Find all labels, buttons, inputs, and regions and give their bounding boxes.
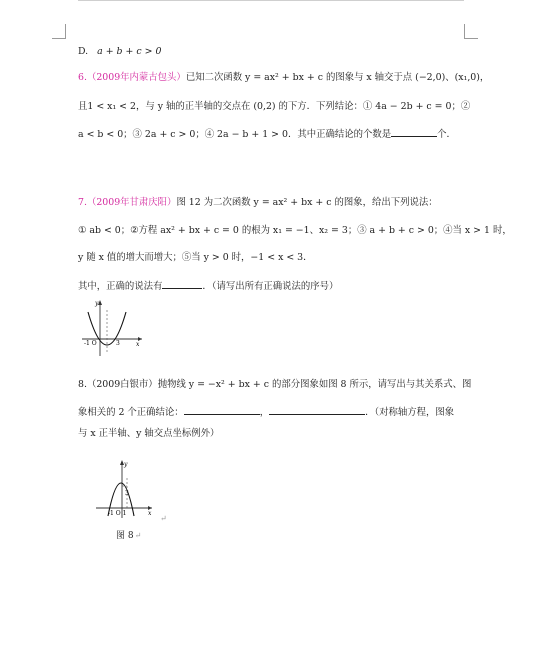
x-axis-label: x: [136, 341, 140, 348]
y-axis-label: y: [95, 300, 99, 307]
problem-7-line-3: [78, 251, 313, 265]
problem-6-source: （2009年内蒙古包头）: [86, 72, 186, 83]
problem-7-line-4: [78, 278, 338, 294]
problem-8-answer-blank-2[interactable]: [269, 404, 365, 415]
problem-8-line-2: [78, 404, 454, 420]
option-d: [78, 45, 161, 59]
origin-label: -1 O: [84, 340, 97, 347]
corner-mark-left-v: [65, 24, 66, 38]
paragraph-mark-icon: ↵: [134, 531, 142, 540]
problem-6-text-2: 且1 < x₁ < 2，与 y 轴的正半轴的交点在 (0,2) 的下方．下列结论：① 4a − 2b + c = 0；②: [78, 101, 471, 112]
problem-7-text-1: 图 12 为二次函数 y = ax² + bx + c 的图象，给出下列说法：: [176, 197, 438, 208]
problem-7-text-4-end: ．（请写出所有正确说法的序号）: [202, 281, 339, 292]
problem-6-number: 6.: [78, 72, 87, 83]
problem-7-answer-blank[interactable]: [162, 278, 202, 289]
y-axis-label: y: [124, 461, 128, 468]
corner-mark-right-h: [464, 38, 478, 39]
problem-8-number: 8.: [78, 379, 87, 390]
corner-mark-right-v: [464, 24, 465, 38]
value-3-label: 3: [125, 490, 129, 497]
problem-7-source: （2009年甘肃庆阳）: [86, 197, 177, 208]
figure-8-caption: [116, 528, 141, 541]
problem-8-line-1: [78, 378, 471, 392]
page-top-rule: [78, 0, 464, 1]
problem-8-graph: [92, 458, 164, 520]
problem-8-separator: ，: [259, 407, 270, 418]
problem-7-text-3: y 随 x 值的增大而增大；⑤当 y > 0 时，−1 < x < 3．: [78, 252, 313, 263]
paragraph-mark-icon: ↵: [160, 514, 167, 523]
tick-labels: -1 O 1: [108, 510, 127, 517]
y-axis-arrow-icon: [98, 300, 102, 305]
problem-6-text-1: 已知二次函数 y = ax² + bx + c 的图象与 x 轴交于点 (−2,0)、(x₁,0)，: [185, 72, 490, 83]
problem-7-text-4: 其中，正确的说法有: [78, 281, 163, 292]
problem-7-graph: [78, 298, 148, 358]
problem-6-line-1: [78, 71, 489, 85]
problem-8-text-2: 象相关的 2 个正确结论：: [78, 407, 184, 418]
problem-8-line-3: [78, 427, 219, 441]
problem-6-answer-blank[interactable]: [391, 126, 437, 137]
corner-mark-left-h: [52, 38, 66, 39]
problem-8-text-3: 与 x 正半轴、y 轴交点坐标例外）: [78, 428, 220, 439]
problem-7-text-2: ① ab < 0；②方程 ax² + bx + c = 0 的根为 x₁ = −1、x₂ = 3；③ a + b + c > 0；④当 x > 1 时，: [78, 225, 512, 236]
figure-8-caption-text: 图 8: [116, 531, 134, 541]
problem-8-answer-blank-1[interactable]: [184, 404, 260, 415]
problem-8-text-2-end: ．（对称轴方程，图象: [365, 407, 455, 418]
x-axis-label: x: [148, 510, 152, 517]
problem-6-text-3-end: 个．: [437, 129, 456, 140]
option-d-expression: a + b + c > 0: [97, 46, 162, 57]
problem-7-line-2: [78, 224, 512, 238]
problem-6-line-2: [78, 100, 470, 114]
problem-8-source: （2009白银市）: [86, 379, 158, 390]
problem-6-line-3: [78, 126, 456, 142]
problem-6-text-3: a < b < 0；③ 2a + c > 0；④ 2a − b + 1 > 0．其中正确结论的个数是: [78, 129, 392, 140]
problem-7-number: 7.: [78, 197, 87, 208]
problem-8-text-1: 抛物线 y = −x² + bx + c 的部分图象如图 8 所示，请写出与其关系式、图: [157, 379, 472, 390]
option-d-label: D.: [78, 46, 89, 57]
problem-7-line-1: [78, 196, 438, 210]
tick-3-label: 3: [116, 340, 120, 347]
